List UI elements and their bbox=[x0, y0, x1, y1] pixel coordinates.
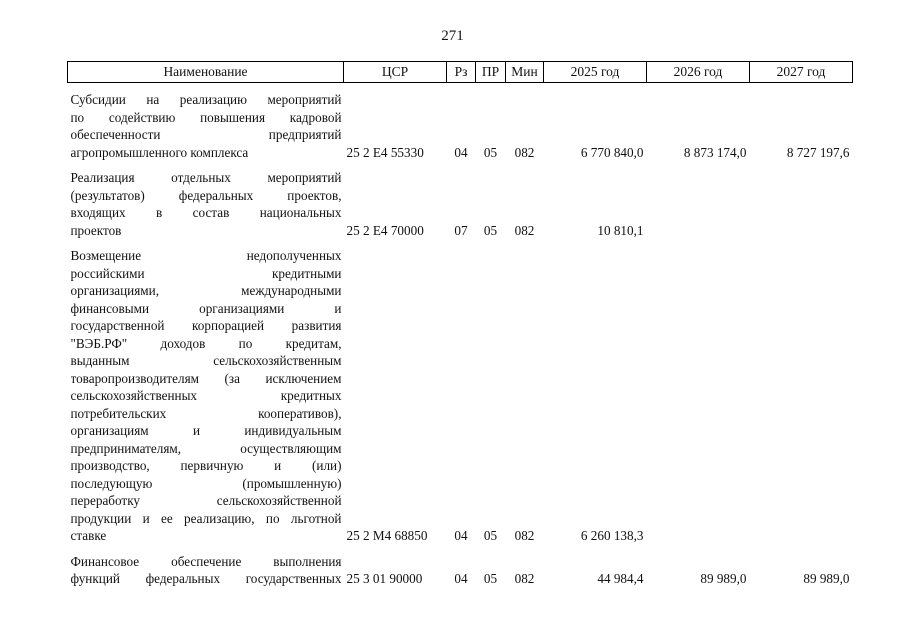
row-rz: 04 bbox=[454, 571, 468, 586]
header-2027: 2027 год bbox=[750, 62, 853, 83]
row-2026 bbox=[647, 247, 750, 545]
row-2026: 8 873 174,0 bbox=[683, 144, 747, 160]
row-name-line: функций федеральных государственных bbox=[70, 571, 342, 586]
header-min: Мин bbox=[506, 62, 544, 83]
table-row bbox=[68, 91, 853, 161]
row-name-line: агропромышленного комплекса bbox=[70, 144, 249, 160]
row-min: 082 bbox=[514, 571, 535, 586]
row-pr: 05 bbox=[483, 528, 498, 543]
row-name-line: Субсидии на реализацию мероприятий bbox=[70, 92, 342, 107]
row-pr: 05 bbox=[483, 222, 498, 238]
row-name-line: проектов bbox=[70, 222, 122, 238]
row-2027 bbox=[750, 169, 853, 239]
row-2026: 89 989,0 bbox=[700, 571, 747, 586]
row-csr: 25 2 Е4 70000 bbox=[346, 222, 424, 238]
row-2025: 10 810,1 bbox=[597, 222, 644, 238]
row-rz: 07 bbox=[454, 222, 468, 238]
row-min: 082 bbox=[514, 528, 535, 543]
row-name bbox=[68, 91, 344, 161]
row-name-line: "ВЭБ.РФ" доходов по кредитам, bbox=[70, 335, 342, 351]
row-name-line: организациям и индивидуальным bbox=[70, 423, 342, 438]
table-row bbox=[68, 169, 853, 239]
row-csr: 25 2 Е4 55330 bbox=[346, 144, 424, 160]
row-2025: 44 984,4 bbox=[597, 571, 644, 586]
row-name-line: потребительских кооперативов), bbox=[70, 405, 342, 421]
row-name-line: Финансовое обеспечение выполнения bbox=[70, 553, 342, 569]
row-spacer bbox=[68, 161, 853, 169]
row-rz: 04 bbox=[454, 528, 468, 543]
row-pr: 05 bbox=[483, 144, 498, 160]
row-rz: 04 bbox=[454, 144, 468, 160]
row-name-line: финансовыми организациями и bbox=[70, 300, 342, 316]
row-name-line: продукции и ее реализацию, по льготной bbox=[70, 510, 342, 526]
row-name-line: предпринимателям, осуществляющим bbox=[70, 440, 342, 456]
row-name-line: переработку сельскохозяйственной bbox=[70, 493, 342, 508]
row-name-line: сельскохозяйственных кредитных bbox=[70, 388, 342, 403]
header-name: Наименование bbox=[68, 62, 344, 83]
row-name-line: Реализация отдельных мероприятий bbox=[70, 170, 342, 185]
page-number: 271 bbox=[441, 28, 464, 44]
row-name bbox=[68, 247, 344, 545]
row-spacer-cell bbox=[68, 161, 853, 169]
row-name-line: производство, первичную и (или) bbox=[70, 458, 342, 473]
table-body bbox=[68, 83, 853, 588]
row-name bbox=[68, 169, 344, 239]
table-row bbox=[68, 247, 853, 545]
row-name-line: входящих в состав национальных bbox=[70, 205, 342, 220]
row-csr: 25 2 М4 68850 bbox=[346, 528, 428, 543]
budget-table bbox=[67, 61, 853, 588]
header-pr: ПР bbox=[476, 62, 506, 83]
row-min: 082 bbox=[514, 222, 535, 238]
row-name-line: выданным сельскохозяйственным bbox=[70, 353, 342, 368]
row-spacer bbox=[68, 545, 853, 553]
row-name-line: Возмещение недополученных bbox=[70, 248, 342, 263]
row-spacer-cell bbox=[68, 239, 853, 247]
header-2025: 2025 год bbox=[544, 62, 647, 83]
row-spacer-cell bbox=[68, 83, 853, 92]
row-2027: 89 989,0 bbox=[803, 571, 850, 586]
row-csr: 25 3 01 90000 bbox=[346, 571, 423, 586]
row-name bbox=[68, 553, 344, 588]
row-name-line: (результатов) федеральных проектов, bbox=[70, 187, 342, 203]
row-name-line: организациями, международными bbox=[70, 283, 342, 298]
row-pr: 05 bbox=[483, 571, 498, 586]
table-header-row bbox=[68, 62, 853, 83]
row-spacer-cell bbox=[68, 545, 853, 553]
header-csr: ЦСР bbox=[344, 62, 447, 83]
row-spacer bbox=[68, 83, 853, 92]
row-name-line: обеспеченности предприятий bbox=[70, 127, 342, 142]
row-spacer bbox=[68, 239, 853, 247]
row-min: 082 bbox=[514, 144, 535, 160]
table-row bbox=[68, 553, 853, 588]
header-2026: 2026 год bbox=[647, 62, 750, 83]
row-2027 bbox=[750, 247, 853, 545]
row-name-line: по содействию повышения кадровой bbox=[70, 109, 342, 125]
row-name-line: российскими кредитными bbox=[70, 265, 342, 281]
header-rz: Рз bbox=[447, 62, 476, 83]
row-name-line: последующую (промышленную) bbox=[70, 475, 342, 491]
row-2025: 6 770 840,0 bbox=[580, 144, 644, 160]
row-2025: 6 260 138,3 bbox=[580, 528, 644, 543]
row-2026 bbox=[647, 169, 750, 239]
row-2027: 8 727 197,6 bbox=[786, 144, 850, 160]
row-name-line: ставке bbox=[70, 528, 107, 543]
row-name-line: государственной корпорацией развития bbox=[70, 318, 342, 333]
row-name-line: товаропроизводителям (за исключением bbox=[70, 370, 342, 386]
